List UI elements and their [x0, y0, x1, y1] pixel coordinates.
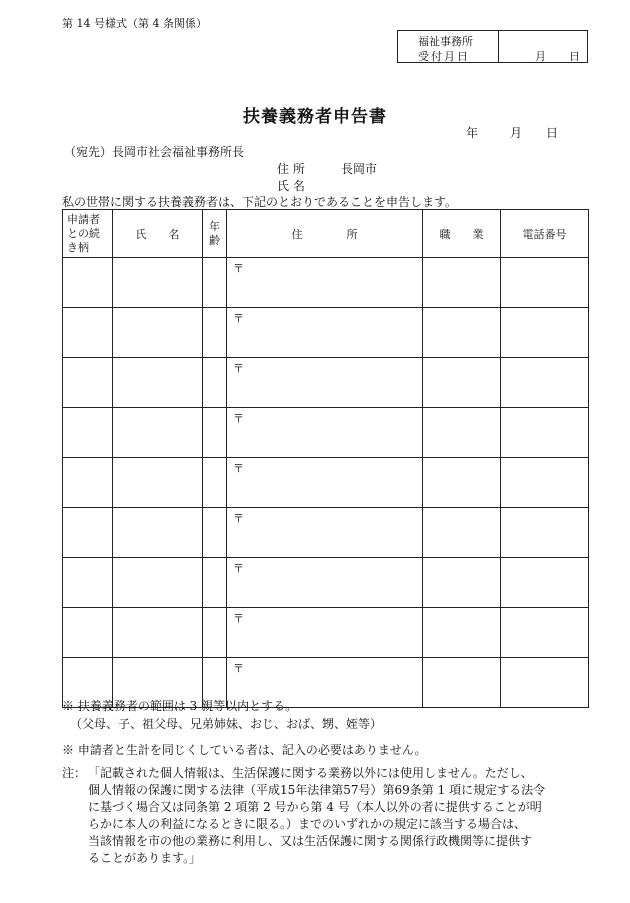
relation-cell[interactable] — [63, 308, 113, 358]
occupation-cell[interactable] — [423, 408, 501, 458]
date-day-label: 日 — [546, 126, 559, 140]
phone-cell[interactable] — [501, 308, 589, 358]
form-number: 第 14 号様式（第 4 条関係） — [62, 17, 207, 30]
relation-cell[interactable] — [63, 458, 113, 508]
privacy-line: に基づく場合又は同条第 2 項第 2 号から第 4 号（本人以外の者に提供することが明 — [88, 800, 542, 814]
privacy-line: らかに本人の利益になるときに限る。）までのいずれかの規定に該当する場合は、 — [88, 817, 527, 831]
postal-mark: 〒 — [233, 262, 244, 275]
header-relation-line: 申請者 — [67, 212, 100, 226]
privacy-line — [62, 765, 545, 782]
postal-mark: 〒 — [233, 412, 244, 425]
address-cell[interactable] — [227, 408, 423, 458]
privacy-text: 「記載された個人情報は、生活保護に関する業務以外には使用しません。ただし、 — [88, 766, 533, 780]
occupation-cell[interactable] — [423, 258, 501, 308]
note-same-household: ※ 申請者と生計を同じくしている者は、記入の必要はありません。 — [62, 743, 427, 757]
name-cell[interactable] — [113, 308, 203, 358]
applicant-address-label: 住 所 — [277, 162, 305, 176]
age-cell[interactable] — [203, 508, 227, 558]
office-label: 福祉事務所 — [418, 35, 473, 48]
age-cell[interactable] — [203, 558, 227, 608]
header-relation-line: き柄 — [67, 240, 89, 254]
relation-cell[interactable] — [63, 508, 113, 558]
postal-mark: 〒 — [233, 362, 244, 375]
office-receipt-box — [397, 30, 588, 63]
relation-cell[interactable] — [63, 608, 113, 658]
postal-mark: 〒 — [233, 662, 244, 675]
header-occupation: 職 業 — [423, 210, 501, 258]
name-cell[interactable] — [113, 458, 203, 508]
name-cell[interactable] — [113, 258, 203, 308]
name-cell[interactable] — [113, 508, 203, 558]
phone-cell[interactable] — [501, 458, 589, 508]
phone-cell[interactable] — [501, 258, 589, 308]
age-cell[interactable] — [203, 308, 227, 358]
received-day-label: 日 — [569, 50, 580, 63]
address-cell[interactable] — [227, 258, 423, 308]
address-cell[interactable] — [227, 608, 423, 658]
postal-mark: 〒 — [233, 562, 244, 575]
header-relation-line: との続 — [67, 226, 100, 240]
occupation-cell[interactable] — [423, 458, 501, 508]
header-name: 氏 名 — [113, 210, 203, 258]
relation-cell[interactable] — [63, 358, 113, 408]
header-address: 住 所 — [227, 210, 423, 258]
address-cell[interactable] — [227, 358, 423, 408]
occupation-cell[interactable] — [423, 308, 501, 358]
address-cell[interactable] — [227, 558, 423, 608]
occupation-cell[interactable] — [423, 608, 501, 658]
age-cell[interactable] — [203, 258, 227, 308]
postal-mark: 〒 — [233, 512, 244, 525]
header-age-line: 齢 — [209, 233, 220, 247]
postal-mark: 〒 — [233, 612, 244, 625]
date-year-label: 年 — [466, 126, 479, 140]
name-cell[interactable] — [113, 408, 203, 458]
header-age-line: 年 — [209, 219, 220, 233]
table-row — [63, 558, 589, 608]
applicant-address-value: 長岡市 — [341, 162, 378, 176]
phone-cell[interactable] — [501, 608, 589, 658]
received-date-label: 受付月日 — [418, 50, 470, 63]
document-title: 扶養義務者申告書 — [243, 107, 387, 127]
table-row — [63, 258, 589, 308]
table-row — [63, 308, 589, 358]
header-age — [203, 210, 227, 258]
phone-cell[interactable] — [501, 658, 589, 708]
address-cell[interactable] — [227, 308, 423, 358]
postal-mark: 〒 — [233, 312, 244, 325]
phone-cell[interactable] — [501, 558, 589, 608]
name-cell[interactable] — [113, 558, 203, 608]
table-row — [63, 508, 589, 558]
relation-cell[interactable] — [63, 408, 113, 458]
received-month-label: 月 — [535, 50, 546, 63]
age-cell[interactable] — [203, 608, 227, 658]
name-cell[interactable] — [113, 608, 203, 658]
address-cell[interactable] — [227, 458, 423, 508]
relation-cell[interactable] — [63, 258, 113, 308]
age-cell[interactable] — [203, 408, 227, 458]
applicant-name-label: 氏 名 — [277, 179, 305, 193]
note-scope: ※ 扶養義務者の範囲は 3 親等以内とする。 — [62, 699, 298, 713]
privacy-notice — [62, 765, 545, 867]
table-row — [63, 608, 589, 658]
privacy-lead: 注： — [62, 766, 87, 780]
office-box-divider — [498, 31, 499, 62]
table-header-row — [63, 210, 589, 258]
phone-cell[interactable] — [501, 358, 589, 408]
header-relation — [63, 210, 113, 258]
table-row — [63, 358, 589, 408]
age-cell[interactable] — [203, 458, 227, 508]
dependents-table — [62, 209, 589, 708]
privacy-line: 当該情報を市の他の業務に利用し、又は生活保護に関する関係行政機関等に提供す — [88, 834, 533, 848]
phone-cell[interactable] — [501, 508, 589, 558]
occupation-cell[interactable] — [423, 358, 501, 408]
postal-mark: 〒 — [233, 462, 244, 475]
date-month-label: 月 — [510, 126, 523, 140]
age-cell[interactable] — [203, 358, 227, 408]
note-scope-detail: （父母、子、祖父母、兄弟姉妹、おじ、おば、甥、姪等） — [70, 717, 383, 731]
occupation-cell[interactable] — [423, 558, 501, 608]
privacy-line: ることがあります。」 — [88, 851, 202, 865]
table-row — [63, 408, 589, 458]
declaration-statement: 私の世帯に関する扶養義務者は、下記のとおりであることを申告します。 — [62, 195, 458, 209]
table-row — [63, 458, 589, 508]
relation-cell[interactable] — [63, 558, 113, 608]
name-cell[interactable] — [113, 358, 203, 408]
occupation-cell[interactable] — [423, 508, 501, 558]
privacy-line: 個人情報の保護に関する法律（平成15年法律第57号）第69条第 1 項に規定する法令 — [88, 783, 546, 797]
header-phone: 電話番号 — [501, 210, 589, 258]
occupation-cell[interactable] — [423, 658, 501, 708]
address-cell[interactable] — [227, 508, 423, 558]
addressee: （宛先）長岡市社会福祉事務所長 — [64, 145, 245, 159]
phone-cell[interactable] — [501, 408, 589, 458]
